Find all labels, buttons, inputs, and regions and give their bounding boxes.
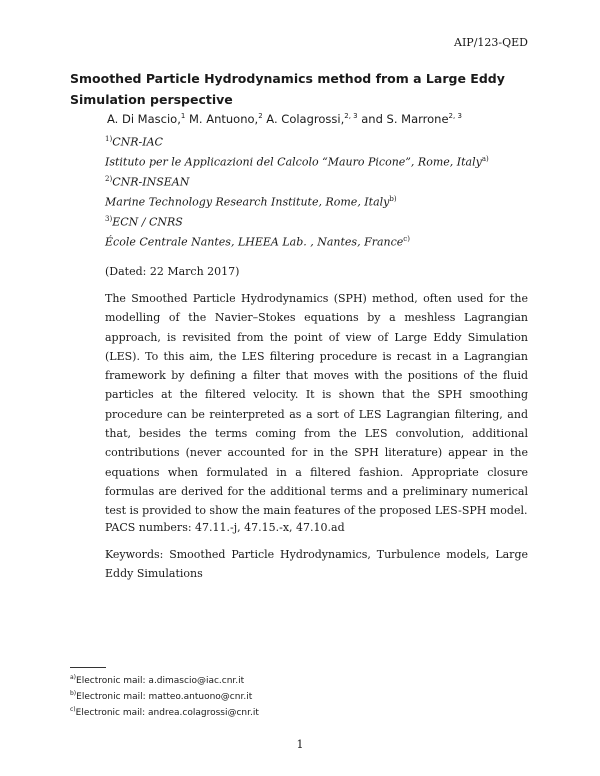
report-id: AIP/123-QED — [454, 36, 528, 49]
affiliation-2-address: Marine Technology Research Institute, Rome, Italy$^{b)}$ — [105, 195, 397, 209]
footnote-a: $^{a)}$Electronic mail: a.dimascio@iac.cnr.it — [70, 674, 245, 686]
keywords: Keywords: Smoothed Particle Hydrodynamics, Turbulence models, Large Eddy Simulations — [105, 548, 528, 580]
author-list — [107, 112, 462, 126]
abstract: The Smoothed Particle Hydrodynamics (SPH) method, often used for the modelling of the Navier–Stokes equations by a meshless Lagrangian approach, is revisited from the point of view of Large Eddy Simulation (LES). To this aim, the LES filtering procedure is recast in a Lagrangian framework by defining a filter that moves with the positions of the fluid particles at the filtered velocity. It is shown that the SPH smoothing procedure can be reinterpreted as a sort of LES Lagrangian filtering, and that, besides the terms coming from the LES convolution, additional contributions (never accounted for in the SPH literature) appear in the equations when formulated in a filtered fashion. Appropriate closure formulas are derived for the additional terms and a preliminary numerical test is provided to show the main features of the proposed LES-SPH model. — [105, 292, 528, 518]
footnote-c: $^{c)}$Electronic mail: andrea.colagrossi@cnr.it — [70, 706, 259, 718]
affiliation-1-name: $^{1)}$CNR-IAC — [105, 135, 163, 149]
affiliation-2-name: $^{2)}$CNR-INSEAN — [105, 175, 190, 189]
pacs-numbers: PACS numbers: 47.11.-j, 47.15.-x, 47.10.ad — [105, 521, 345, 534]
author-name: and S. Marrone — [357, 112, 449, 126]
affiliation-3-name: $^{3)}$ECN / CNRS — [105, 215, 183, 229]
affiliation-1-address: Istituto per le Applicazioni del Calcolo “Mauro Picone”, Rome, Italy$^{a)}$ — [105, 155, 489, 169]
author-name: A. Colagrossi, — [262, 112, 345, 126]
footnote-divider — [70, 667, 106, 668]
dated-line: (Dated: 22 March 2017) — [105, 265, 240, 278]
affiliation-3-address: École Centrale Nantes, LHEEA Lab. , Nantes, France$^{c)}$ — [105, 235, 410, 249]
author-affiliation-mark: 2 — [258, 112, 263, 121]
footnote-b: $^{b)}$Electronic mail: matteo.antuono@cnr.it — [70, 690, 253, 702]
paper-title: Smoothed Particle Hydrodynamics method from a Large Eddy Simulation perspective — [70, 71, 505, 107]
author-affiliation-mark: 2, 3 — [448, 112, 462, 121]
author-name: M. Antuono, — [185, 112, 259, 126]
author-affiliation-mark: 2, 3 — [344, 112, 358, 121]
author-name: A. Di Mascio, — [107, 112, 181, 126]
author-affiliation-mark: 1 — [180, 112, 186, 121]
page-number: 1 — [296, 738, 304, 751]
